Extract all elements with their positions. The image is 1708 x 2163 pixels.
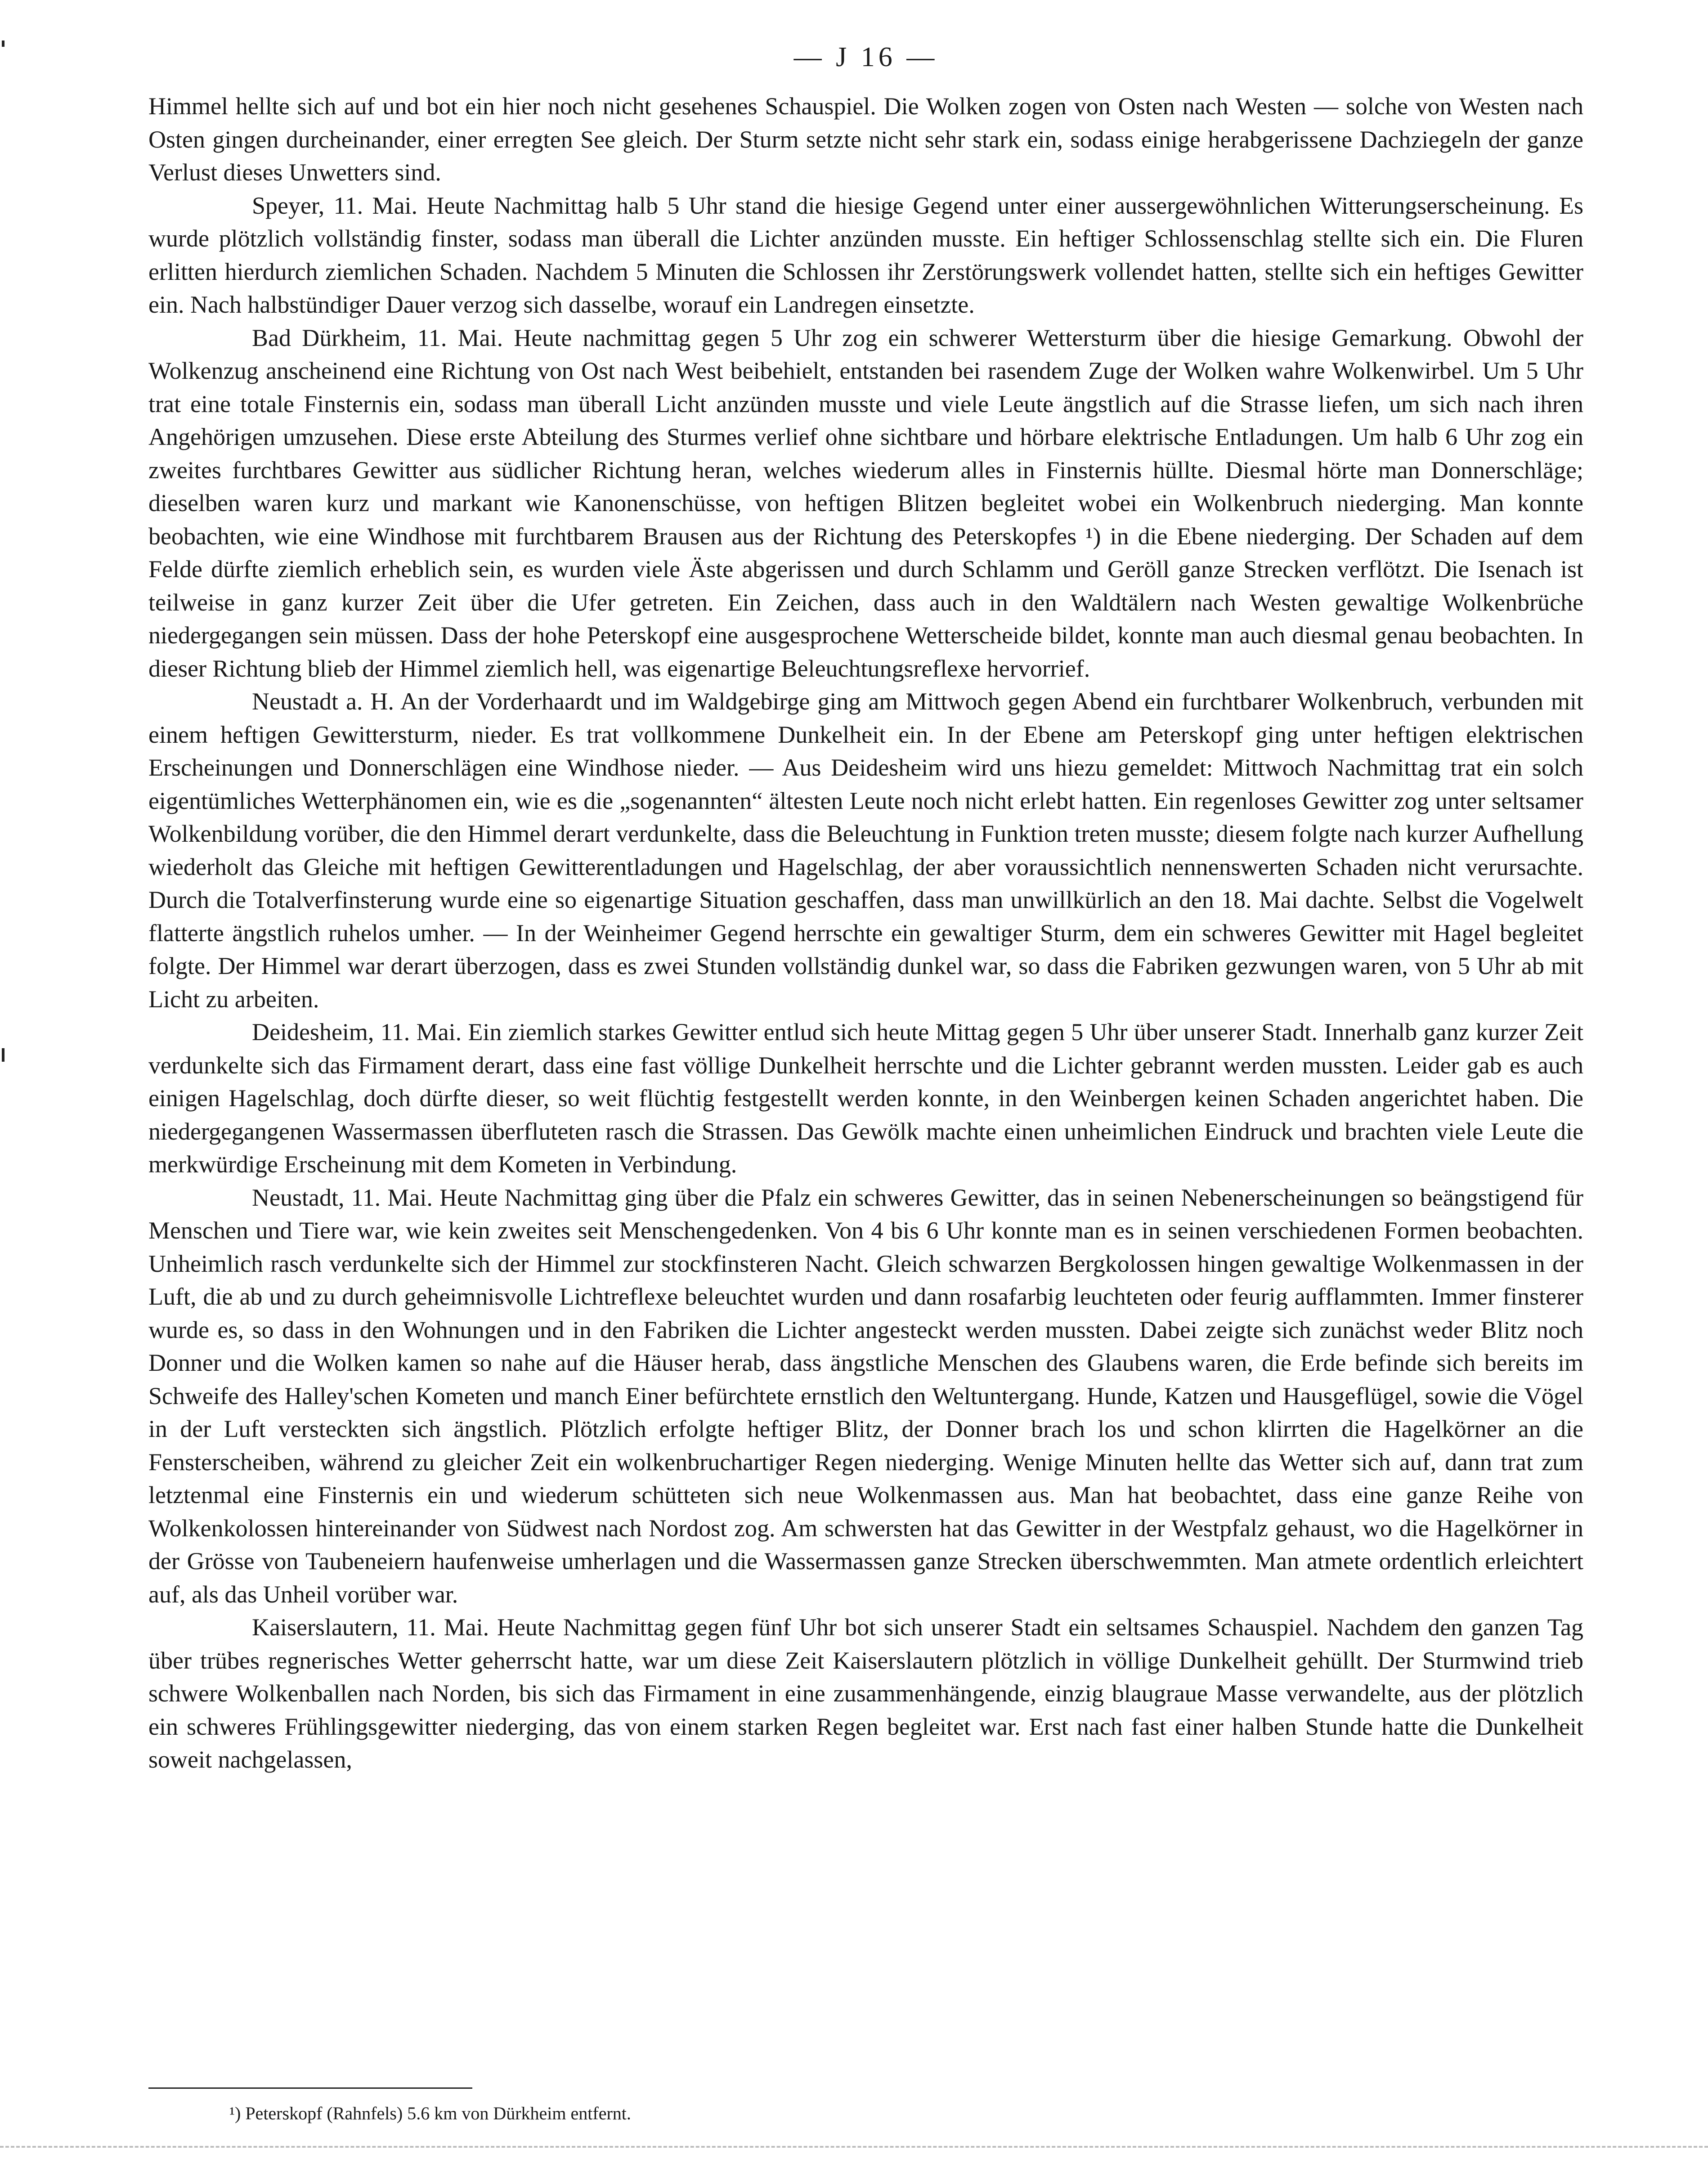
paragraph-neustadt: Neustadt, 11. Mai. Heute Nachmittag ging über die Pfalz ein schweres Gewitter, das in seinen Nebenerscheinungen so beängstigend für Menschen und Tiere war, wie kein zweites seit Menschengedenken. Von 4 bis 6 Uhr konnte man es in seinen verschiedenen Formen beobachten. Unheimlich rasch verdunkelte sich der Himmel zur stockfinsteren Nacht. Gleich schwarzen Bergkolossen hingen gewaltige Wolkenmassen in der Luft, die ab und zu durch geheimnisvolle Lichtreflexe beleuchtet wurden und dann rosafarbig leuchteten oder feurig aufflammten. Immer finsterer wurde es, so dass in den Wohnungen und in den Fabriken die Lichter angesteckt werden mussten. Dabei zeigte sich zunächst weder Blitz noch Donner und die Wolken kamen so nahe auf die Häuser herab, dass ängstliche Menschen des Glaubens waren, die Erde befinde sich bereits im Schweife des Halley'schen Kometen und manch Einer befürchtete ernstlich den Weltuntergang. Hunde, Katzen und Hausgeflügel, sowie die Vögel in der Luft versteckten sich ängstlich. Plötzlich erfolgte heftiger Blitz, der Donner brach los und schon klirrten die Hagelkörner an die Fensterscheiben, während zu gleicher Zeit ein wolkenbruchartiger Regen niederging. Wenige Minuten hellte das Wetter sich auf, dann trat zum letztenmal eine Finsternis ein und wiederum schütteten sich neue Wolkenmassen aus. Man hat beobachtet, dass eine ganze Reihe von Wolkenkolossen hintereinander von Südwest nach Nordost zog. Am schwersten hat das Gewitter in der Westpfalz gehaust, wo die Hagelkörner in der Grösse von Taubeneiern haufenweise umherlagen und die Wassermassen ganze Strecken überschwemmten. Man atmete ordentlich erleichtert auf, als das Unheil vorüber war. [148, 1184, 1583, 1608]
paragraph-neustadt-ah: Neustadt a. H. An der Vorderhaardt und im Waldgebirge ging am Mittwoch gegen Abend ein furchtbarer Wolkenbruch, verbunden mit einem heftigen Gewittersturm, nieder. Es trat vollkommene Dunkelheit ein. In der Ebene am Peterskopf ging unter heftigen elektrischen Erscheinungen und Donnerschlägen eine Windhose nieder. — Aus Deidesheim wird uns hiezu gemeldet: Mittwoch Nachmittag trat ein solch eigentümliches Wetterphänomen ein, wie es die „sogenannten“ ältesten Leute noch nicht erlebt hatten. Ein regenloses Gewitter zog unter seltsamer Wolkenbildung vorüber, die den Himmel derart verdunkelte, dass die Beleuchtung in Funktion treten musste; diesem folgte nach kurzer Aufhellung wiederholt das Gleiche mit heftigen Gewitterentladungen und Hagelschlag, der aber voraussichtlich nennenswerten Schaden nicht verursachte. Durch die Totalverfinsterung wurde eine so eigenartige Situation geschaffen, dass man unwillkürlich an den 18. Mai dachte. Selbst die Vogelwelt flatterte ängstlich ruhelos umher. — In der Weinheimer Gegend herrschte ein gewaltiger Sturm, dem ein schweres Gewitter mit Hagel begleitet folgte. Der Himmel war derart überzogen, dass es zwei Stunden vollständig dunkel war, so dass die Fabriken gezwungen waren, von 5 Uhr ab mit Licht zu arbeiten. [148, 688, 1583, 1013]
paragraph-bad-duerkheim: Bad Dürkheim, 11. Mai. Heute nachmittag gegen 5 Uhr zog ein schwerer Wettersturm über die hiesige Gemarkung. Obwohl der Wolkenzug anscheinend eine Richtung von Ost nach West beibehielt, entstanden bei rasendem Zuge der Wolken wahre Wolkenwirbel. Um 5 Uhr trat eine totale Finsternis ein, sodass man überall Licht anzünden musste und viele Leute ängstlich auf die Strasse liefen, um sich nach ihren Angehörigen umzusehen. Diese erste Abteilung des Sturmes verlief ohne sichtbare und hörbare elektrische Entladungen. Um halb 6 Uhr zog ein zweites furchtbares Gewitter aus südlicher Richtung heran, welches wiederum alles in Finsternis hüllte. Diesmal hörte man Donnerschläge; dieselben waren kurz und markant wie Kanonenschüsse, von heftigen Blitzen begleitet wobei ein Wolkenbruch niederging. Man konnte beobachten, wie eine Windhose mit furchtbarem Brausen aus der Richtung des Peterskopfes ¹) in die Ebene niederging. Der Schaden auf dem Felde dürfte ziemlich erheblich sein, es wurden viele Äste abgerissen und durch Schlamm und Geröll ganze Strecken verflötzt. Die Isenach ist teilweise in ganz kurzer Zeit über die Ufer getreten. Ein Zeichen, dass auch in den Waldtälern nach Westen gewaltige Wolkenbrüche niedergegangen sein müssen. Dass der hohe Peterskopf eine ausgesprochene Wetterscheide bildet, konnte man auch diesmal genau beobachten. In dieser Richtung blieb der Himmel ziemlich hell, was eigenartige Beleuchtungsreflexe hervorrief. [148, 324, 1583, 682]
body-text [148, 90, 1583, 1777]
document-page [148, 36, 1583, 2150]
scan-margin-mark [2, 1048, 4, 1062]
paragraph-deidesheim: Deidesheim, 11. Mai. Ein ziemlich starkes Gewitter entlud sich heute Mittag gegen 5 Uhr über unserer Stadt. Innerhalb ganz kurzer Zeit verdunkelte sich das Firmament derart, dass eine fast völlige Dunkelheit herrschte und die Lichter gebrannt werden mussten. Leider gab es auch einigen Hagelschlag, doch dürfte dieser, so weit flüchtig festgestellt werden konnte, in den Weinbergen keinen Schaden angerichtet haben. Die niedergegangenen Wassermassen überfluteten rasch die Strassen. Das Gewölk machte einen unheimlichen Eindruck und brachten viele Leute die merkwürdige Erscheinung mit dem Kometen in Verbindung. [148, 1019, 1583, 1178]
paragraph-kaiserslautern: Kaiserslautern, 11. Mai. Heute Nachmittag gegen fünf Uhr bot sich unserer Stadt ein seltsames Schauspiel. Nachdem den ganzen Tag über trübes regnerisches Wetter geherrscht hatte, war um diese Zeit Kaiserslautern plötzlich in völlige Dunkelheit gehüllt. Der Sturmwind trieb schwere Wolkenballen nach Norden, bis sich das Firmament in eine zusammenhängende, einzig blaugraue Masse verwandelte, aus der plötzlich ein schweres Frühlingsgewitter niederging, das von einem starken Regen begleitet war. Erst nach fast einer halben Stunde hatte die Dunkelheit soweit nachgelassen, [148, 1614, 1583, 1773]
scan-margin-mark [2, 40, 4, 47]
paragraph-continuation: Himmel hellte sich auf und bot ein hier noch nicht gesehenes Schauspiel. Die Wolken zogen von Osten nach Westen — solche von Westen nach Osten gingen durcheinander, einer erregten See gleich. Der Sturm setzte nicht sehr stark ein, sodass einige herabgerissene Dachziegeln der ganze Verlust dieses Unwetters sind. [148, 93, 1583, 186]
footnote-rule [148, 2087, 472, 2089]
scan-bottom-edge [0, 2146, 1708, 2148]
page-header: — J 16 — [793, 42, 938, 72]
footnote: ¹) Peterskopf (Rahnfels) 5.6 km von Dürkheim entfernt. [229, 2103, 631, 2123]
paragraph-speyer: Speyer, 11. Mai. Heute Nachmittag halb 5 Uhr stand die hiesige Gegend unter einer aussergewöhnlichen Witterungserscheinung. Es wurde plötzlich vollständig finster, sodass man überall die Lichter anzünden musste. Ein heftiger Schlossenschlag stellte sich ein. Die Fluren erlitten hierdurch ziemlichen Schaden. Nachdem 5 Minuten die Schlossen ihr Zerstörungswerk vollendet hatten, stellte sich ein heftiges Gewitter ein. Nach halbstündiger Dauer verzog sich dasselbe, worauf ein Landregen einsetzte. [148, 192, 1583, 318]
